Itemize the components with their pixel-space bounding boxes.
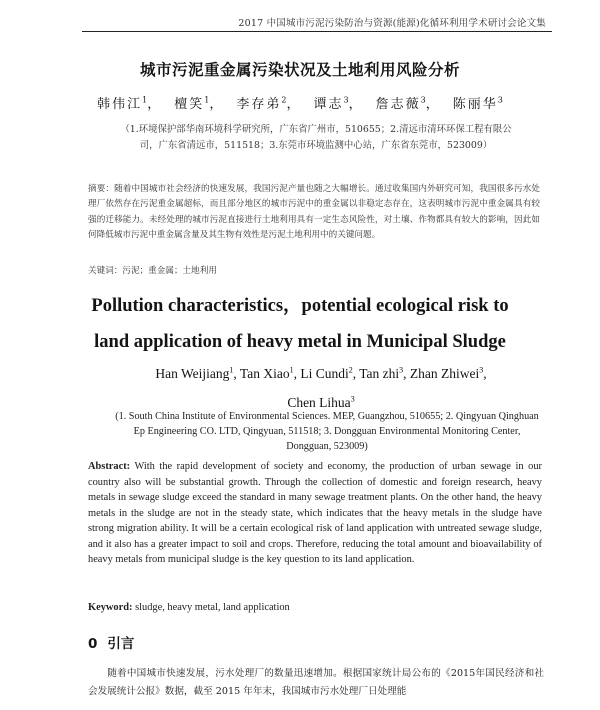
- english-title-line-1: Pollution characteristics，potential ecological risk to: [91, 296, 509, 316]
- chinese-author: 檀笑$^1$，: [174, 95, 225, 112]
- english-abstract-text: With the rapid development of society and economy, the production of urban sewage in our country also will be substantial growth. Through the collection of domestic and foreign research, heavy metals in sewage sludge exceed the standard in many sewage treatment plants. On the other hand, the heavy metals in the sludge are not in the steady state, which indicates that the heavy metals in the sludge have strong migration ability. It will be a certain ecological risk of land application with untreated sewage sludge, and it also has a greater impact to soil and crops. Therefore, reducing the total amount and bioavailability of heavy metals from municipal sludge is the key question to its land application.: [88, 461, 542, 565]
- chinese-author: 陈丽华$^3$: [452, 95, 503, 112]
- english-author: Li Cundi$^2$,: [300, 365, 360, 381]
- section-heading: [88, 632, 134, 652]
- english-author: Zhan Zhiwei$^3$,: [409, 365, 487, 381]
- chinese-keywords: [88, 264, 217, 276]
- section-number: 0: [88, 636, 98, 652]
- chinese-keywords-label: 关键词：: [88, 266, 123, 276]
- chinese-title: 城市污泥重金属污染状况及土地利用风险分析: [139, 61, 460, 79]
- english-author: Tan zhi$^3$,: [359, 365, 410, 381]
- chinese-abstract-text: 随着中国城市社会经济的快速发展，我国污泥产量也随之大幅增长。通过收集国内外研究可知，我国很多污水处理厂依然存在污泥重金属超标，而且部分地区的城市污泥中的重金属以非稳定态存在，这表明城市污泥中重金属具有较强的迁移能力。未经处理的城市污泥直接进行土地利用具有一定生态风险性，对土壤、作物都具有较大的影响，因此如何降低城市污泥中重金属含量及其生物有效性是污泥土地利用中的关键问题。: [88, 184, 540, 241]
- chinese-author: 詹志薇$^3$，: [375, 95, 441, 112]
- english-abstract: [88, 459, 542, 568]
- english-author: Tan Xiao$^1$,: [239, 365, 301, 381]
- english-author: Chen Lihua$^3$: [287, 394, 355, 410]
- chinese-author: 谭志$^3$，: [313, 95, 364, 112]
- chinese-abstract: [88, 182, 540, 244]
- section-title: 引言: [107, 636, 135, 652]
- english-abstract-label: Abstract:: [88, 461, 131, 472]
- english-author: Han Weijiang$^1$,: [155, 365, 240, 381]
- chinese-author: 李存弟$^2$，: [236, 95, 302, 112]
- header-rule: [82, 31, 552, 32]
- english-affiliation: (1. South China Institute of Environmental Sciences. MEP, Guangzhou, 510655; 2. Qingyuan Qinghuan Ep Engineering CO. LTD, Qingyuan, 511518; 3. Dongguan Environmental Monitoring Center, Dongguan, 523009): [115, 411, 539, 452]
- english-author-list: [100, 357, 542, 416]
- chinese-affiliation: （1.环境保护部华南环境科学研究所，广东省广州市，510655；2.清远市清环环保工程有限公司，广东省清远市，511518；3.东莞市环境监测中心站，广东省东莞市，523009）: [120, 124, 512, 151]
- english-keywords-text: sludge, heavy metal, land application: [135, 602, 290, 613]
- english-title: [0, 288, 600, 360]
- chinese-keywords-text: 污泥；重金属；土地利用: [122, 266, 217, 276]
- chinese-author: 韩伟江$^1$，: [97, 95, 163, 112]
- running-header: 2017 中国城市污泥污染防治与资源(能源)化循环利用学术研讨会论文集: [238, 18, 546, 29]
- english-keywords-label: Keyword:: [88, 602, 133, 613]
- chinese-author-list: [0, 93, 600, 112]
- intro-paragraph: 随着中国城市快速发展，污水处理厂的数量迅速增加。根据国家统计局公布的《2015年国民经济和社会发展统计公报》数据，截至 2015 年年末，我国城市污水处理厂日处理能: [88, 668, 544, 697]
- english-keywords: [88, 602, 290, 613]
- chinese-abstract-label: 摘要：: [88, 184, 115, 194]
- english-title-line-2: land application of heavy metal in Municipal Sludge: [94, 332, 506, 352]
